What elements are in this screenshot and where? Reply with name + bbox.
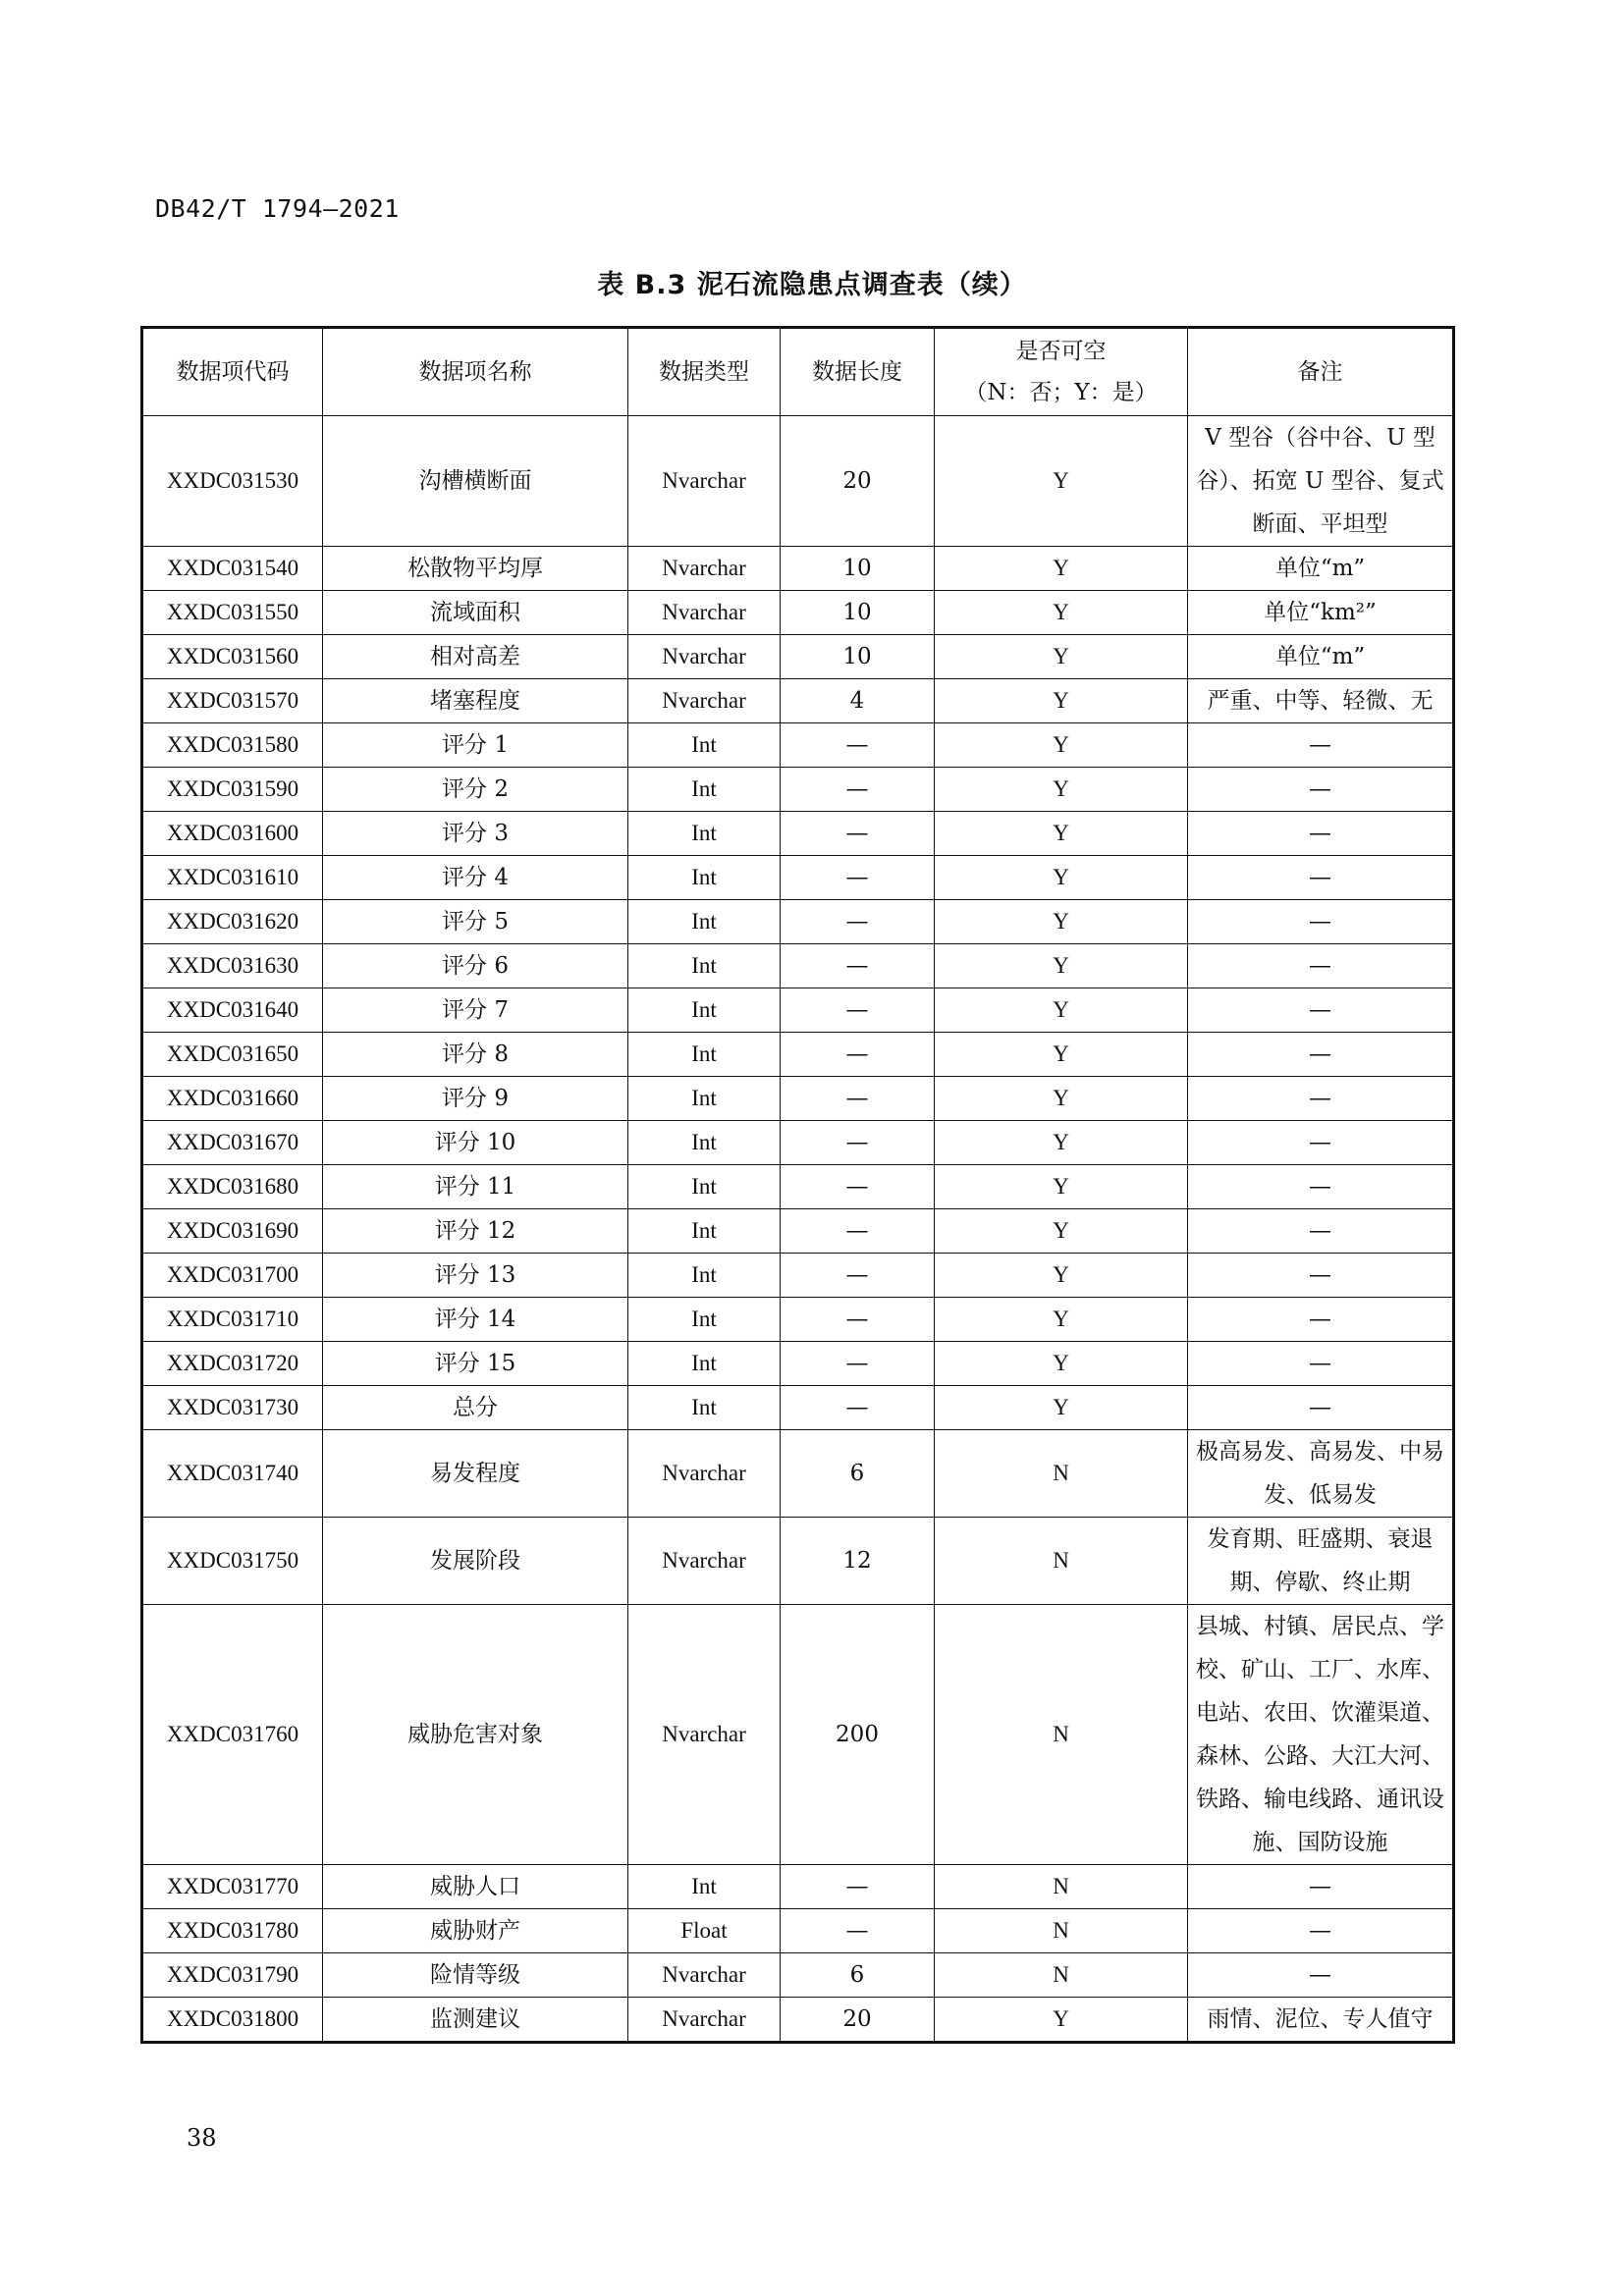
- cell-type: Nvarchar: [628, 1998, 781, 2043]
- cell-type: Nvarchar: [628, 1605, 781, 1865]
- cell-nullable: Y: [935, 1209, 1188, 1254]
- cell-type: Nvarchar: [628, 547, 781, 591]
- cell-length: —: [781, 1077, 935, 1121]
- cell-length: —: [781, 1909, 935, 1953]
- cell-length: —: [781, 812, 935, 856]
- cell-note: 雨情、泥位、专人值守: [1188, 1998, 1454, 2043]
- cell-note: —: [1188, 1386, 1454, 1430]
- cell-name: 评分 11: [323, 1165, 628, 1209]
- cell-note: —: [1188, 1077, 1454, 1121]
- cell-type: Int: [628, 1386, 781, 1430]
- cell-name: 评分 14: [323, 1298, 628, 1342]
- cell-code: XXDC031680: [142, 1165, 323, 1209]
- document-id: DB42/T 1794—2021: [155, 194, 400, 223]
- cell-type: Nvarchar: [628, 1953, 781, 1998]
- table-row: [142, 1865, 1454, 1909]
- cell-nullable: Y: [935, 1033, 1188, 1077]
- cell-name: 评分 3: [323, 812, 628, 856]
- cell-note: 单位“m”: [1188, 635, 1454, 679]
- cell-length: —: [781, 944, 935, 988]
- cell-note: —: [1188, 1865, 1454, 1909]
- cell-name: 评分 12: [323, 1209, 628, 1254]
- cell-name: 威胁危害对象: [323, 1605, 628, 1865]
- table-row: [142, 812, 1454, 856]
- cell-name: 评分 15: [323, 1342, 628, 1386]
- cell-code: XXDC031720: [142, 1342, 323, 1386]
- cell-type: Int: [628, 1254, 781, 1298]
- cell-length: 6: [781, 1953, 935, 1998]
- cell-code: XXDC031700: [142, 1254, 323, 1298]
- cell-nullable: Y: [935, 635, 1188, 679]
- cell-note: —: [1188, 768, 1454, 812]
- cell-nullable: Y: [935, 900, 1188, 944]
- cell-type: Int: [628, 1077, 781, 1121]
- cell-note: —: [1188, 1165, 1454, 1209]
- table-row: [142, 988, 1454, 1033]
- cell-type: Int: [628, 1342, 781, 1386]
- cell-code: XXDC031670: [142, 1121, 323, 1165]
- cell-nullable: Y: [935, 1298, 1188, 1342]
- cell-type: Nvarchar: [628, 591, 781, 635]
- cell-code: XXDC031730: [142, 1386, 323, 1430]
- cell-name: 总分: [323, 1386, 628, 1430]
- cell-nullable: Y: [935, 1121, 1188, 1165]
- cell-type: Int: [628, 1165, 781, 1209]
- cell-type: Int: [628, 1033, 781, 1077]
- cell-type: Int: [628, 900, 781, 944]
- table-row: [142, 416, 1454, 547]
- cell-note: —: [1188, 1298, 1454, 1342]
- table-title: 表 B.3 泥石流隐患点调查表（续）: [597, 270, 1027, 300]
- cell-name: 评分 1: [323, 723, 628, 768]
- cell-note: —: [1188, 1909, 1454, 1953]
- cell-name: 评分 8: [323, 1033, 628, 1077]
- cell-type: Int: [628, 988, 781, 1033]
- cell-name: 威胁人口: [323, 1865, 628, 1909]
- cell-note: —: [1188, 1033, 1454, 1077]
- table-row: [142, 1165, 1454, 1209]
- cell-note: —: [1188, 1254, 1454, 1298]
- cell-code: XXDC031590: [142, 768, 323, 812]
- cell-type: Nvarchar: [628, 1518, 781, 1605]
- cell-code: XXDC031800: [142, 1998, 323, 2043]
- cell-name: 流域面积: [323, 591, 628, 635]
- cell-length: 200: [781, 1605, 935, 1865]
- cell-note: V 型谷（谷中谷、U 型谷）、拓宽 U 型谷、复式断面、平坦型: [1188, 416, 1454, 547]
- cell-code: XXDC031640: [142, 988, 323, 1033]
- table-row: [142, 1298, 1454, 1342]
- col-header-note: 备注: [1188, 328, 1454, 416]
- cell-code: XXDC031550: [142, 591, 323, 635]
- table-row: [142, 635, 1454, 679]
- table-row: [142, 1033, 1454, 1077]
- cell-name: 险情等级: [323, 1953, 628, 1998]
- cell-nullable: N: [935, 1430, 1188, 1518]
- cell-code: XXDC031790: [142, 1953, 323, 1998]
- cell-note: —: [1188, 856, 1454, 900]
- cell-length: —: [781, 1254, 935, 1298]
- table-row: [142, 591, 1454, 635]
- cell-nullable: N: [935, 1865, 1188, 1909]
- cell-note: 县城、村镇、居民点、学校、矿山、工厂、水库、电站、农田、饮灌渠道、森林、公路、大江大河、铁路、输电线路、通讯设施、国防设施: [1188, 1605, 1454, 1865]
- cell-type: Int: [628, 1865, 781, 1909]
- cell-name: 评分 13: [323, 1254, 628, 1298]
- cell-nullable: Y: [935, 1386, 1188, 1430]
- cell-type: Nvarchar: [628, 1430, 781, 1518]
- cell-nullable: Y: [935, 856, 1188, 900]
- cell-name: 评分 10: [323, 1121, 628, 1165]
- cell-code: XXDC031690: [142, 1209, 323, 1254]
- cell-length: —: [781, 1865, 935, 1909]
- cell-code: XXDC031650: [142, 1033, 323, 1077]
- cell-note: —: [1188, 944, 1454, 988]
- table-row: [142, 1209, 1454, 1254]
- table-row: [142, 723, 1454, 768]
- cell-code: XXDC031740: [142, 1430, 323, 1518]
- cell-nullable: Y: [935, 1998, 1188, 2043]
- cell-length: —: [781, 1342, 935, 1386]
- cell-note: —: [1188, 812, 1454, 856]
- cell-name: 易发程度: [323, 1430, 628, 1518]
- cell-length: —: [781, 768, 935, 812]
- cell-name: 评分 2: [323, 768, 628, 812]
- cell-note: —: [1188, 1342, 1454, 1386]
- cell-nullable: Y: [935, 944, 1188, 988]
- cell-type: Int: [628, 1298, 781, 1342]
- col-header-length: 数据长度: [781, 328, 935, 416]
- cell-length: —: [781, 856, 935, 900]
- cell-type: Int: [628, 856, 781, 900]
- cell-length: —: [781, 1033, 935, 1077]
- cell-nullable: Y: [935, 812, 1188, 856]
- cell-length: 10: [781, 547, 935, 591]
- cell-length: 10: [781, 591, 935, 635]
- table-row: [142, 768, 1454, 812]
- cell-name: 松散物平均厚: [323, 547, 628, 591]
- col-header-nullable-hint: （N：否；Y：是）: [964, 380, 1158, 405]
- cell-note: 单位“km²”: [1188, 591, 1454, 635]
- table-body: [142, 416, 1454, 2043]
- cell-length: —: [781, 1121, 935, 1165]
- table-row: [142, 1254, 1454, 1298]
- table-row: [142, 1430, 1454, 1518]
- table-row: [142, 944, 1454, 988]
- cell-name: 评分 4: [323, 856, 628, 900]
- table-row: [142, 1953, 1454, 1998]
- cell-name: 评分 5: [323, 900, 628, 944]
- cell-type: Int: [628, 1209, 781, 1254]
- cell-code: XXDC031760: [142, 1605, 323, 1865]
- col-header-name: 数据项名称: [323, 328, 628, 416]
- cell-type: Float: [628, 1909, 781, 1953]
- table-row: [142, 1605, 1454, 1865]
- cell-type: Int: [628, 812, 781, 856]
- cell-nullable: Y: [935, 1254, 1188, 1298]
- cell-nullable: Y: [935, 416, 1188, 547]
- table-row: [142, 1909, 1454, 1953]
- cell-note: —: [1188, 988, 1454, 1033]
- cell-note: —: [1188, 1209, 1454, 1254]
- table-row: [142, 1342, 1454, 1386]
- cell-nullable: Y: [935, 547, 1188, 591]
- cell-note: —: [1188, 900, 1454, 944]
- cell-nullable: N: [935, 1605, 1188, 1865]
- cell-name: 评分 6: [323, 944, 628, 988]
- cell-length: 10: [781, 635, 935, 679]
- table-row: [142, 856, 1454, 900]
- cell-name: 评分 7: [323, 988, 628, 1033]
- cell-length: 4: [781, 679, 935, 723]
- cell-length: 12: [781, 1518, 935, 1605]
- cell-code: XXDC031630: [142, 944, 323, 988]
- col-header-nullable: [935, 328, 1188, 416]
- cell-note: 单位“m”: [1188, 547, 1454, 591]
- cell-nullable: Y: [935, 988, 1188, 1033]
- cell-note: 发育期、旺盛期、衰退期、停歇、终止期: [1188, 1518, 1454, 1605]
- table-row: [142, 1077, 1454, 1121]
- cell-length: 20: [781, 416, 935, 547]
- table-row: [142, 900, 1454, 944]
- table-row: [142, 679, 1454, 723]
- table-row: [142, 1121, 1454, 1165]
- cell-length: —: [781, 988, 935, 1033]
- cell-nullable: N: [935, 1953, 1188, 1998]
- cell-code: XXDC031530: [142, 416, 323, 547]
- data-item-table: [140, 326, 1455, 2044]
- cell-nullable: Y: [935, 1077, 1188, 1121]
- cell-nullable: Y: [935, 591, 1188, 635]
- cell-nullable: Y: [935, 1342, 1188, 1386]
- cell-nullable: Y: [935, 723, 1188, 768]
- col-header-type: 数据类型: [628, 328, 781, 416]
- cell-name: 相对高差: [323, 635, 628, 679]
- cell-length: —: [781, 1298, 935, 1342]
- cell-name: 沟槽横断面: [323, 416, 628, 547]
- cell-note: 极高易发、高易发、中易发、低易发: [1188, 1430, 1454, 1518]
- cell-code: XXDC031600: [142, 812, 323, 856]
- table-row: [142, 1518, 1454, 1605]
- cell-type: Int: [628, 723, 781, 768]
- cell-name: 堵塞程度: [323, 679, 628, 723]
- cell-length: —: [781, 1165, 935, 1209]
- table-row: [142, 1998, 1454, 2043]
- cell-code: XXDC031580: [142, 723, 323, 768]
- col-header-nullable-label: 是否可空: [1015, 339, 1107, 364]
- cell-length: —: [781, 900, 935, 944]
- cell-note: —: [1188, 723, 1454, 768]
- cell-code: XXDC031780: [142, 1909, 323, 1953]
- cell-type: Nvarchar: [628, 416, 781, 547]
- cell-code: XXDC031570: [142, 679, 323, 723]
- cell-name: 监测建议: [323, 1998, 628, 2043]
- cell-code: XXDC031710: [142, 1298, 323, 1342]
- cell-note: 严重、中等、轻微、无: [1188, 679, 1454, 723]
- col-header-code: 数据项代码: [142, 328, 323, 416]
- cell-nullable: N: [935, 1909, 1188, 1953]
- cell-nullable: Y: [935, 768, 1188, 812]
- cell-nullable: Y: [935, 679, 1188, 723]
- cell-code: XXDC031560: [142, 635, 323, 679]
- cell-name: 评分 9: [323, 1077, 628, 1121]
- cell-code: XXDC031750: [142, 1518, 323, 1605]
- cell-note: —: [1188, 1121, 1454, 1165]
- cell-length: —: [781, 1386, 935, 1430]
- cell-type: Int: [628, 768, 781, 812]
- cell-note: —: [1188, 1953, 1454, 1998]
- cell-length: 20: [781, 1998, 935, 2043]
- cell-code: XXDC031610: [142, 856, 323, 900]
- cell-nullable: N: [935, 1518, 1188, 1605]
- cell-type: Int: [628, 944, 781, 988]
- cell-code: XXDC031660: [142, 1077, 323, 1121]
- cell-name: 威胁财产: [323, 1909, 628, 1953]
- table-header-row: [142, 328, 1454, 416]
- cell-type: Int: [628, 1121, 781, 1165]
- table-row: [142, 1386, 1454, 1430]
- cell-type: Nvarchar: [628, 679, 781, 723]
- cell-length: 6: [781, 1430, 935, 1518]
- table-row: [142, 547, 1454, 591]
- cell-code: XXDC031540: [142, 547, 323, 591]
- cell-length: —: [781, 723, 935, 768]
- cell-length: —: [781, 1209, 935, 1254]
- cell-code: XXDC031770: [142, 1865, 323, 1909]
- cell-name: 发展阶段: [323, 1518, 628, 1605]
- cell-code: XXDC031620: [142, 900, 323, 944]
- page-number: 38: [187, 2124, 217, 2152]
- cell-nullable: Y: [935, 1165, 1188, 1209]
- cell-type: Nvarchar: [628, 635, 781, 679]
